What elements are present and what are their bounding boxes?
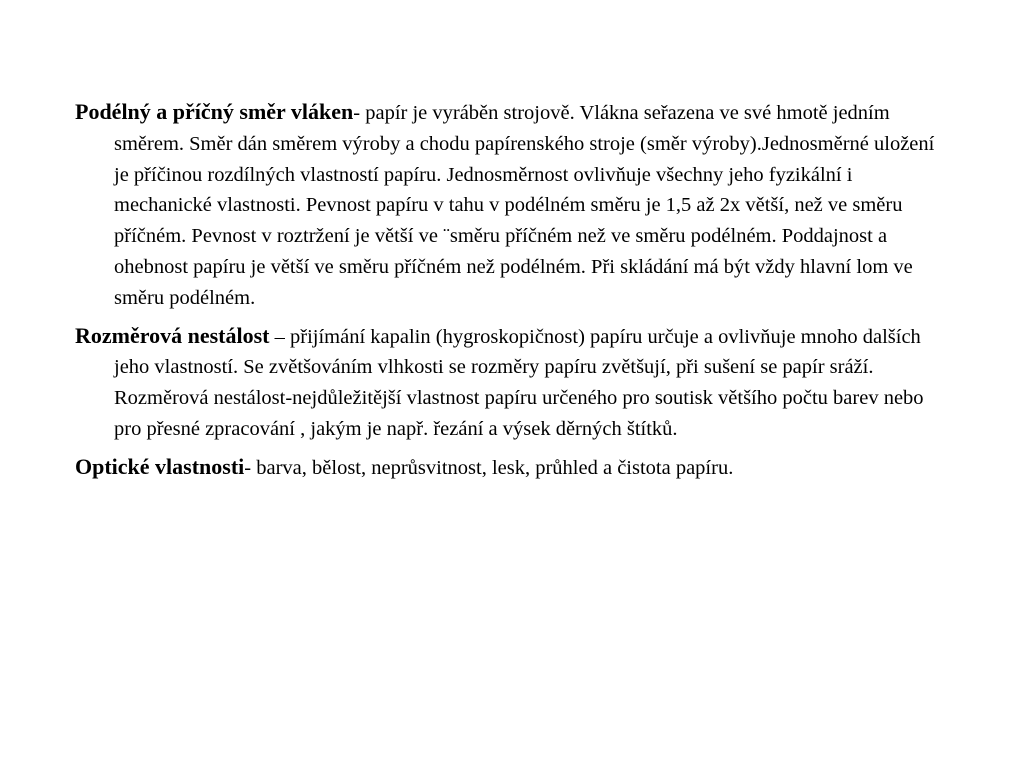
term-optical-properties: Optické vlastnosti <box>75 453 245 479</box>
paragraph-optical-properties <box>75 452 935 484</box>
term-dimensional-instability: Rozměrová nestálost <box>75 322 270 348</box>
paragraph-fiber-direction <box>75 97 935 314</box>
slide-body <box>75 97 935 491</box>
text-dimensional-instability: – přijímání kapalin (hygroskopičnost) papíru určuje a ovlivňuje mnoho dalších jeho vlastností. Se zvětšováním vlhkosti se rozměry papíru zvětšují, při sušení se papír sráží. Rozměrová nestálost-nejdůležitější vlastnost papíru určeného pro soutisk většího počtu barev nebo pro přesné zpracování , jakým je např. řezání a výsek děrných štítků. <box>114 325 924 440</box>
text-fiber-direction: - papír je vyráběn strojově. Vlákna seřazena ve své hmotě jedním směrem. Směr dán směrem výroby a chodu papírenského stroje (směr výroby).Jednosměrné uložení je příčinou rozdílných vlastností papíru. Jednosměrnost ovlivňuje všechny jeho fyzikální i mechanické vlastnosti. Pevnost papíru v tahu v podélném směru je 1,5 až 2x větší, než ve směru příčném. Pevnost v roztržení je větší ve ¨směru příčném než ve směru podélném. Poddajnost a ohebnost papíru je větší ve směru příčném než podélném. Při skládání má být vždy hlavní lom ve směru podélném. <box>114 102 935 309</box>
term-fiber-direction: Podélný a příčný směr vláken <box>75 99 354 124</box>
text-optical-properties: - barva, bělost, neprůsvitnost, lesk, průhled a čistota papíru. <box>244 456 734 479</box>
paragraph-dimensional-instability <box>75 321 935 445</box>
